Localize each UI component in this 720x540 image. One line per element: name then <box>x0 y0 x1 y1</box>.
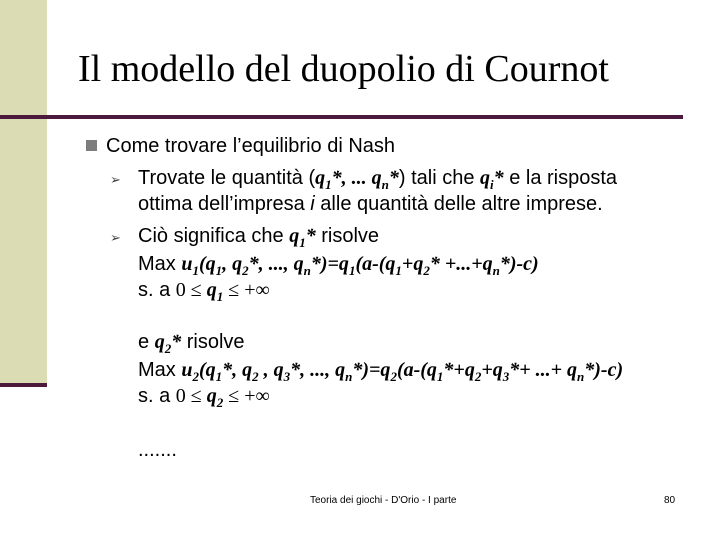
text-italic: i <box>310 193 315 215</box>
math: u <box>181 359 193 381</box>
e-q2-line <box>138 330 245 354</box>
text: Ciò significa che <box>138 225 290 247</box>
math: ≤ +∞ <box>223 385 270 407</box>
slide-title: Il modello del duopolio di Cournot <box>78 48 609 90</box>
max-line-1 <box>138 252 539 276</box>
text: e <box>138 331 155 353</box>
math-sub: 2 <box>252 369 259 384</box>
math: (a-(q <box>355 253 396 275</box>
math-q: q <box>154 331 165 353</box>
math: , q <box>222 253 243 275</box>
math-sub: 1 <box>215 369 223 384</box>
math: *, ..., q <box>248 253 304 275</box>
math: 0 ≤ <box>175 279 207 301</box>
math-sub: 1 <box>192 263 199 278</box>
text: s. a <box>138 279 176 301</box>
math: *, ..., q <box>290 359 346 381</box>
bullet-level1 <box>86 134 395 158</box>
math-sub: 1 <box>299 235 306 250</box>
math-q: q <box>480 167 491 189</box>
math-sub: 3 <box>283 369 291 384</box>
math-sub: 2 <box>474 369 482 384</box>
math: *+q <box>443 359 475 381</box>
title-rule <box>0 115 683 119</box>
bullet-trovate-line2 <box>138 192 603 216</box>
arrow-bullet-icon: ➢ <box>110 172 121 187</box>
math: (q <box>198 253 216 275</box>
math-sub: 1 <box>325 177 332 192</box>
math-q: q <box>371 167 382 189</box>
math: 0 ≤ <box>175 385 207 407</box>
math: * <box>493 167 504 189</box>
math-sub: n <box>381 177 389 192</box>
text: Trovate le quantità ( <box>138 167 316 189</box>
math-sub: 1 <box>436 369 444 384</box>
text: risolve <box>315 225 380 247</box>
math-sub: n <box>577 369 585 384</box>
math: (a-(q <box>396 359 437 381</box>
text: Max <box>138 359 182 381</box>
math-sub: n <box>345 369 353 384</box>
math: * <box>305 225 316 247</box>
math-sub: 2 <box>242 263 249 278</box>
math-sub: 2 <box>164 341 172 356</box>
math: *)=q <box>310 253 349 275</box>
math-sub: 3 <box>502 369 510 384</box>
bullet-trovate <box>110 166 617 192</box>
math-sub: 1 <box>395 263 402 278</box>
math: , q <box>258 359 284 381</box>
left-sidebar-band <box>0 0 47 385</box>
math-sub: 2 <box>423 263 430 278</box>
math: ≤ +∞ <box>223 279 270 301</box>
page-number: 80 <box>664 495 676 506</box>
constraint-line-2 <box>138 384 270 408</box>
sidebar-rule <box>0 383 47 387</box>
math-sub: n <box>492 263 500 278</box>
math-q: q <box>289 225 300 247</box>
text: e la risposta <box>503 167 618 189</box>
math-sub: n <box>303 263 311 278</box>
math: *)-c) <box>499 253 539 275</box>
text: s. a <box>138 385 176 407</box>
math: *, ... <box>331 167 372 189</box>
text: risolve <box>181 331 245 353</box>
math-sub: i <box>490 177 494 192</box>
math-sub: 1 <box>348 263 356 278</box>
math-sub: 2 <box>216 395 224 410</box>
text: ottima dell’impresa <box>138 193 311 215</box>
math: +q <box>481 359 503 381</box>
math-q: q <box>315 167 326 189</box>
math: +q <box>401 253 424 275</box>
math-q: q <box>206 279 217 301</box>
bullet-text: Come trovare l’equilibrio di Nash <box>106 135 396 157</box>
math: *+ ...+ q <box>509 359 578 381</box>
square-bullet-icon <box>86 140 97 151</box>
math-sub: 2 <box>192 369 199 384</box>
ellipsis: ....... <box>138 439 177 461</box>
math: (q <box>198 359 216 381</box>
max-line-2 <box>138 358 623 382</box>
math-sub: 1 <box>216 289 224 304</box>
text: ) tali che <box>398 167 481 189</box>
constraint-line-1 <box>138 278 270 302</box>
math-sub: 1 <box>215 263 223 278</box>
math: * <box>388 167 399 189</box>
footer-text: Teoria dei giochi - D'Orio - I parte <box>310 495 457 506</box>
math: u <box>181 253 193 275</box>
math-sub: 2 <box>390 369 397 384</box>
math-q: q <box>206 385 217 407</box>
text: alle quantità delle altre imprese. <box>314 193 603 215</box>
math: * +...+q <box>429 253 493 275</box>
text: Max <box>138 253 182 275</box>
math: *)-c) <box>584 359 624 381</box>
math: * <box>171 331 182 353</box>
math: *, q <box>222 359 253 381</box>
math: *)=q <box>352 359 391 381</box>
bullet-cio <box>110 224 379 250</box>
arrow-bullet-icon: ➢ <box>110 230 121 245</box>
